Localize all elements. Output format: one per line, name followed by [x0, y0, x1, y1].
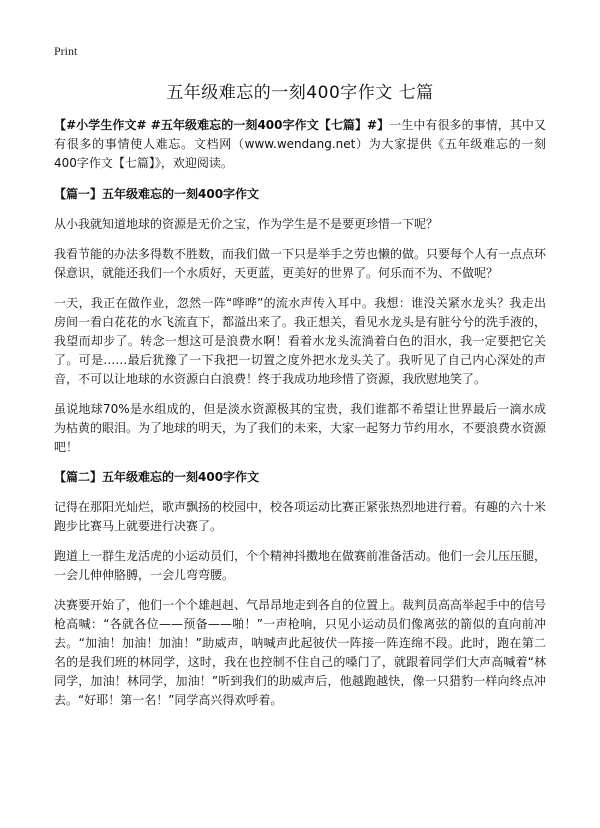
print-label: Print: [54, 44, 78, 58]
section-2-paragraph-2: 跑道上一群生龙活虎的小运动员们，个个精神抖擞地在做赛前准备活动。他们一会儿压压腿，一会儿伸伸胳膊，一会儿弯弯腰。: [54, 549, 547, 582]
section-heading-1: 【篇一】五年级难忘的一刻400字作文: [54, 187, 260, 201]
intro-tag: 【#小学生作文# #五年级难忘的一刻400字作文【七篇】#】: [54, 118, 390, 132]
section-heading-2: 【篇二】五年级难忘的一刻400字作文: [54, 470, 260, 484]
section-1-paragraph-1: 从小我就知道地球的资源是无价之宝，作为学生是不是要更珍惜一下呢？: [54, 217, 439, 231]
section-1-paragraph-4: 虽说地球70%是水组成的，但是淡水资源极其的宝贵，我们谁都不希望让世界最后一滴水成为枯黄的眼泪。为了地球的明天，为了我们的未来，大家一起努力节约用水，不要浪费水资源吧！: [54, 402, 547, 454]
section-2-paragraph-3: 决赛要开始了，他们一个个雄赳赳、气昂昂地走到各自的位置上。裁判员高高举起手中的信号枪高喊：“各就各位——预备——啪！”一声枪响，只见小运动员们像离弦的箭似的直向前冲去。“加油！加油！加油！”助威声，呐喊声此起彼伏一阵接一阵连绵不段。此时，跑在第二名的是我们班的林同学，这时，我在也控制不住自己的嗓门了，就跟着同学们大声高喊着“林同学，加油！林同学，加油！”听到我们的助威声后，他越跑越快，像一只猎豹一样向终点冲去。“好耶！第一名！”同学高兴得欢呼着。: [54, 598, 547, 707]
intro-paragraph: [54, 116, 546, 173]
section-2-paragraph-1: 记得在那阳光灿烂，歌声飘扬的校园中，校各项运动比赛正紧张热烈地进行着。有趣的六十米跑步比赛马上就要进行决赛了。: [54, 500, 547, 533]
document-title: 五年级难忘的一刻400字作文 七篇: [166, 83, 434, 103]
intro-text: 一生中有很多的事情，其中又有很多的事情使人难忘。文档网（www.wendang.net）为大家提供《五年级难忘的一刻400字作文【七篇】》，欢迎阅读。: [54, 118, 546, 170]
section-1-paragraph-3: 一天，我正在做作业，忽然一阵“哗哗”的流水声传入耳中。我想：谁没关紧水龙头？我走出房间一看白花花的水飞流直下，都溢出来了。我正想关，看见水龙头是有脏兮兮的洗手液的，我望而却步了。转念一想这可是浪费水啊！看着水龙头流淌着白色的泪水，我一定要把它关了。可是……最后犹豫了一下我把一切置之度外把水龙头关了。我听见了自己内心深处的声音，不可以让地球的水资源白白浪费！终于我成功地珍惜了资源，我欣慰地笑了。: [54, 296, 547, 386]
section-1-paragraph-2: 我看节能的办法多得数不胜数，而我们做一下只是举手之劳也懒的做。只要每个人有一点点环保意识，就能还我们一个水质好，天更蓝，更美好的世界了。何乐而不为、不做呢？: [54, 247, 547, 280]
document-content: [54, 116, 546, 721]
